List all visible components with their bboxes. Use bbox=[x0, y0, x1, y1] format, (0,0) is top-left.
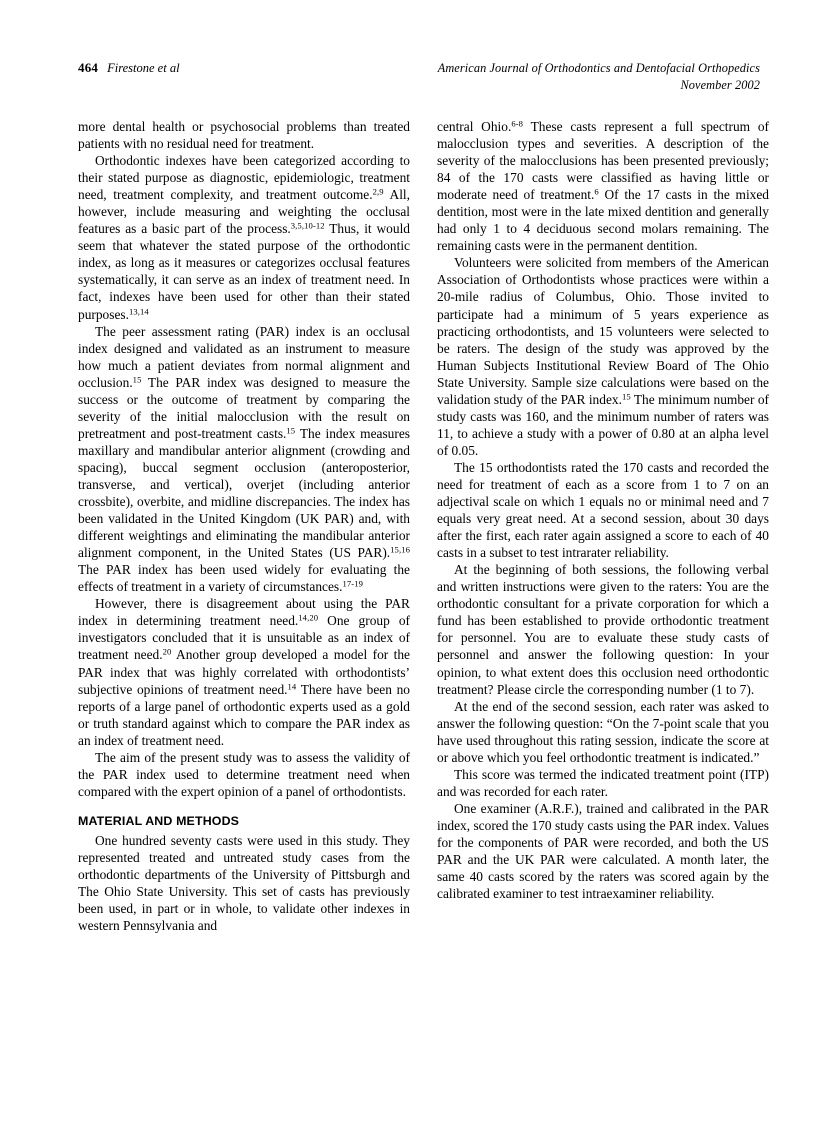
paragraph bbox=[437, 766, 769, 800]
paragraph-text: central Ohio. bbox=[437, 119, 512, 134]
running-head-author: Firestone et al bbox=[107, 61, 180, 75]
paragraph-text: The aim of the present study was to assess the validity of the PAR index used to determine treatment need when compared with the expert opinion of a panel of orthodontists. bbox=[78, 749, 410, 799]
paragraph-text: At the beginning of both sessions, the following verbal and written instructions were given to the raters: You are the orthodontic consultant for a private corporation for which a fund has been established to provide orthodontic treatment for personnel. You are to evaluate these study casts of personnel and answer the following question: In your opinion, to what extent does this occlusion need orthodontic treatment? Please circle the corresponding number (1 to 7). bbox=[437, 562, 769, 697]
citation-ref: 2,9 bbox=[372, 186, 384, 197]
page-number: 464 bbox=[78, 60, 99, 75]
paragraph-text: All, however, include measuring and weighting the occlusal features as a basic part of the process. bbox=[78, 187, 410, 237]
journal-title: American Journal of Orthodontics and Dentofacial Orthopedics bbox=[437, 61, 760, 75]
citation-ref: 14 bbox=[287, 681, 297, 692]
column-left bbox=[78, 118, 410, 934]
paragraph bbox=[78, 832, 410, 934]
paragraph-text: Another group developed a model for the PAR index that was highly correlated with orthodontists’ subjective opinions of treatment need. bbox=[78, 647, 410, 697]
paragraph-text: There have been no reports of a large panel of orthodontic experts used as a gold or truth standard against which to compare the PAR index as an index of treatment need. bbox=[78, 681, 410, 748]
paragraph-text: The index measures maxillary and mandibular anterior alignment (crowding and spacing), buccal segment occlusion (anteroposterior, transverse, and vertical), overjet (including anterior crossbite), overbite, and midline discrepancies. The index has been validated in the United Kingdom (UK PAR) and, with different weightings and eliminating the mandibular anterior alignment component, in the United States (US PAR). bbox=[78, 425, 410, 561]
paragraph-text: The PAR index was designed to measure the success or the outcome of treatment by comparing the severity of the initial malocclusion with the result on pretreatment and post-treatment casts. bbox=[78, 374, 410, 441]
paragraph-text: These casts represent a full spectrum of malocclusion types and severities. A description of the severity of the malocclusions has been presented previously; 84 of the 170 casts were classified as having little or moderate need of treatment. bbox=[437, 119, 769, 203]
paragraph-text: Thus, it would seem that whatever the stated purpose of the orthodontic index, as long as it measures or categorizes occlusal features systematically, it can serve as an index of treatment need. In fact, indexes have been used for other than their stated purposes. bbox=[78, 221, 410, 322]
paragraph bbox=[437, 561, 769, 697]
issue-date: November 2002 bbox=[680, 77, 760, 92]
paragraph-text: One examiner (A.R.F.), trained and calibrated in the PAR index, scored the 170 study casts using the PAR index. Values for the components of PAR were recorded, and both the US PAR and the UK PAR were calculated. A month later, the same 40 casts scored by the raters was scored again by the calibrated examiner to test intraexaminer reliability. bbox=[437, 800, 769, 902]
citation-ref: 15,16 bbox=[390, 544, 410, 555]
paragraph bbox=[78, 323, 410, 596]
paragraph-text: more dental health or psychosocial problems than treated patients with no residual need for treatment. bbox=[78, 119, 410, 152]
paragraph bbox=[437, 800, 769, 902]
running-head-left bbox=[78, 60, 180, 76]
paragraph-text: The peer assessment rating (PAR) index is an occlusal index designed and validated as an instrument to measure how much a patient deviates from normal alignment and occlusion. bbox=[78, 323, 410, 390]
paragraph-text: However, there is disagreement about using the PAR index in determining treatment need. bbox=[78, 596, 410, 629]
paragraph bbox=[437, 118, 769, 254]
running-head-right bbox=[438, 60, 760, 93]
paragraph-text: Orthodontic indexes have been categorized according to their stated purpose as diagnostic, epidemiologic, treatment need, treatment complexity, and treatment outcome. bbox=[78, 153, 410, 203]
citation-ref: 15 bbox=[621, 391, 631, 402]
citation-ref: 15 bbox=[132, 374, 142, 385]
paragraph-text: The 15 orthodontists rated the 170 casts and recorded the need for treatment of each as a score from 1 to 7 on an adjectival scale on which 1 equals no or minimal need and 7 equals very great need. At a second session, about 30 days after the first, each rater again assigned a score to each of 40 casts in a subset to test intrarater reliability. bbox=[437, 459, 769, 561]
column-right bbox=[437, 118, 769, 902]
paragraph bbox=[78, 118, 410, 152]
paragraph bbox=[437, 459, 769, 561]
citation-ref: 17-19 bbox=[342, 578, 364, 589]
paragraph-text: One group of investigators concluded that it is unsuitable as an index of treatment need. bbox=[78, 613, 410, 663]
paragraph-text: This score was termed the indicated treatment point (ITP) and was recorded for each rater. bbox=[437, 766, 769, 799]
paragraph-text: At the end of the second session, each rater was asked to answer the following question: “On the 7-point scale that you have used throughout this rating session, indicate the score at or above which you feel orthodontic treatment is indicated.” bbox=[437, 698, 769, 765]
paragraph bbox=[437, 698, 769, 766]
paragraph-text: The PAR index has been used widely for evaluating the effects of treatment in a variety of circumstances. bbox=[78, 562, 410, 595]
paragraph-text: Volunteers were solicited from members of the American Association of Orthodontists whose practices were within a 20-mile radius of Columbus, Ohio. Those invited to participate had a minimum of 5 years experience as practicing orthodontists, and 15 volunteers were selected to be raters. The design of the study was approved by the Human Subjects Institutional Review Board of The Ohio State University. Sample size calculations were based on the validation study of the PAR index. bbox=[437, 255, 769, 407]
citation-ref: 6 bbox=[594, 186, 599, 197]
citation-ref: 14,20 bbox=[298, 612, 319, 623]
paragraph bbox=[78, 595, 410, 748]
citation-ref: 13,14 bbox=[128, 306, 149, 317]
paragraph-text: Of the 17 casts in the mixed dentition, most were in the late mixed dentition and generally had only 1 to 4 deciduous second molars remaining. The remaining casts were in the permanent dentition. bbox=[437, 187, 769, 254]
citation-ref: 3,5,10-12 bbox=[290, 220, 325, 231]
paragraph bbox=[437, 254, 769, 459]
paragraph-text: The minimum number of study casts was 160, and the minimum number of raters was 11, to achieve a study with a power of 0.80 at an alpha level of 0.05. bbox=[437, 391, 769, 458]
citation-ref: 20 bbox=[162, 646, 172, 657]
paragraph-text: One hundred seventy casts were used in this study. They represented treated and untreated study cases from the orthodontic departments of the University of Pittsburgh and The Ohio State University. This set of casts has previously been used, in part or in whole, to validate other indexes in western Pennsylvania and bbox=[78, 832, 410, 934]
paragraph bbox=[78, 152, 410, 322]
section-heading: MATERIAL AND METHODS bbox=[78, 813, 240, 828]
running-head bbox=[78, 60, 760, 104]
paragraph bbox=[78, 749, 410, 800]
citation-ref: 6-8 bbox=[511, 118, 524, 129]
citation-ref: 15 bbox=[286, 425, 296, 436]
